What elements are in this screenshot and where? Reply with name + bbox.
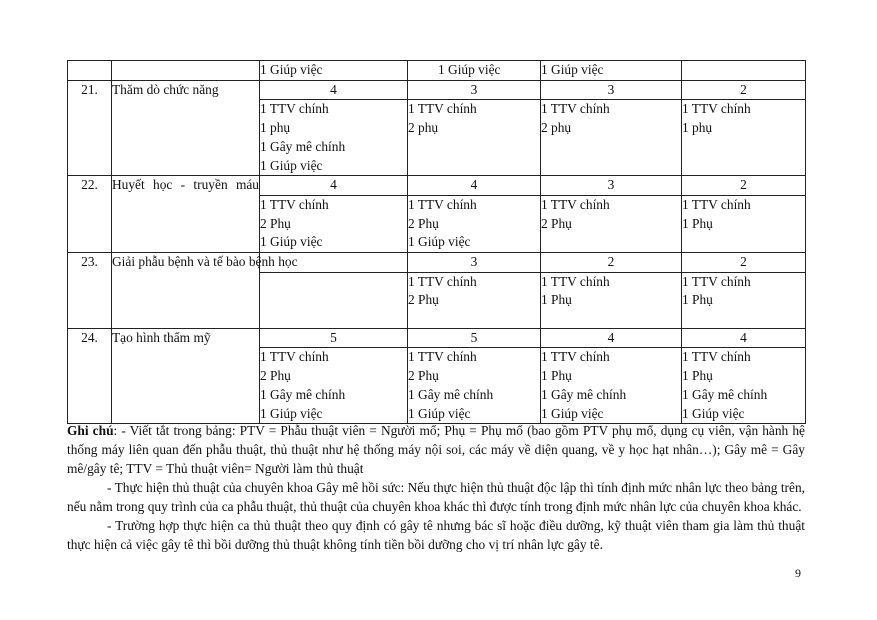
staff-line: 1 TTV chính (541, 101, 610, 117)
staff-line: 2 Phụ (408, 292, 439, 308)
staff-line: 1 Giúp việc (408, 405, 471, 421)
page-number: 9 (795, 566, 801, 580)
staff-cell (408, 348, 541, 424)
level-cell: 3 (541, 80, 682, 100)
staffing-table (67, 60, 806, 424)
staff-line: 2 Phụ (260, 215, 291, 231)
stt-cell: 23. (68, 253, 112, 329)
table-row (68, 176, 806, 196)
staff-line: 1 Phụ (682, 292, 713, 308)
staff-line: 1 TTV chính (541, 273, 610, 289)
level-cell: 4 (682, 328, 806, 348)
staff-line: 1 Giúp việc (682, 405, 745, 421)
level-cell: 2 (541, 253, 682, 273)
staff-line: 1 TTV chính (682, 196, 751, 212)
level-cell: 3 (541, 176, 682, 196)
staff-line: 1 TTV chính (408, 349, 477, 365)
staff-cell: 1 Giúp việc (541, 61, 682, 81)
level-cell: 2 (682, 176, 806, 196)
staff-cell (260, 195, 408, 252)
notes-label: Ghi chú (67, 423, 114, 438)
staff-line: 2 Phụ (541, 215, 572, 231)
staff-line: 1 TTV chính (682, 101, 751, 117)
staff-line: 1 Giúp việc (541, 405, 604, 421)
level-cell: 5 (260, 328, 408, 348)
staff-line: 1 TTV chính (682, 273, 751, 289)
staff-cell (408, 272, 541, 328)
staff-line: 2 phụ (541, 120, 572, 136)
staff-line: 1 phụ (682, 120, 713, 136)
staff-cell (408, 195, 541, 252)
staff-line: 1 TTV chính (260, 101, 329, 117)
staff-line: 1 TTV chính (408, 196, 477, 212)
level-cell: 2 (682, 80, 806, 100)
stt-cell: 21. (68, 80, 112, 176)
staff-line: 1 TTV chính (541, 196, 610, 212)
name-cell (112, 61, 260, 81)
staff-line: 2 Phụ (408, 215, 439, 231)
staff-line: 1 Giúp việc (408, 234, 471, 250)
procedure-name: Thăm dò chức năng (112, 80, 260, 176)
level-cell: 4 (541, 328, 682, 348)
staff-cell (260, 272, 408, 328)
staff-cell (260, 100, 408, 176)
table-row (68, 80, 806, 100)
level-cell: 4 (260, 80, 408, 100)
stt-cell: 22. (68, 176, 112, 253)
staff-line: 1 phụ (260, 120, 291, 136)
table-row (68, 253, 806, 273)
note-text: : - Viết tắt trong bảng: PTV = Phẫu thuật viên = Người mổ; Phụ = Phụ mổ (bao gồm PTV phụ mổ, dụng cụ viên, vận hành hệ thống máy liên quan đến phẫu thuật, thủ thuật như hệ thống máy nội soi, các máy về diện quang, về y học hạt nhân…); Gây mê = Gây mê/gây tê; TTV = Thủ thuật viên= Người làm thủ thuật (67, 423, 805, 476)
procedure-name: Tạo hình thẩm mỹ (112, 328, 260, 424)
stt-cell: 24. (68, 328, 112, 424)
level-cell: 4 (408, 176, 541, 196)
staff-cell (682, 61, 806, 81)
note-paragraph: - Trường hợp thực hiện ca thủ thuật theo quy định có gây tê nhưng bác sĩ hoặc điều dưỡng, kỹ thuật viên tham gia làm thủ thuật thực hiện cả việc gây tê thì bồi dưỡng thủ thuật không tính tiền bồi dưỡng cho vị trí nhân lực gây tê. (67, 518, 805, 552)
level-cell: 3 (408, 253, 541, 273)
staff-cell (682, 272, 806, 328)
staff-cell (408, 100, 541, 176)
staff-cell (682, 195, 806, 252)
table-row (68, 328, 806, 348)
level-cell: 5 (408, 328, 541, 348)
staff-cell (541, 272, 682, 328)
staff-line: 1 Gây mê chính (260, 138, 346, 154)
level-cell: 3 (408, 80, 541, 100)
staff-line: 1 TTV chính (408, 273, 477, 289)
staff-line: 1 TTV chính (260, 196, 329, 212)
staff-line: 2 Phụ (260, 368, 291, 384)
staff-line: 1 Phụ (541, 292, 572, 308)
staff-line: 1 TTV chính (408, 101, 477, 117)
staff-line: 1 Gây mê chính (682, 386, 768, 402)
procedure-name: Giải phẫu bệnh và tế bào bệnh học (112, 253, 260, 329)
level-cell: 2 (682, 253, 806, 273)
staff-line: 1 Gây mê chính (260, 386, 346, 402)
staff-line: 1 Gây mê chính (408, 386, 494, 402)
staff-line: 1 TTV chính (260, 349, 329, 365)
staff-line: 1 Phụ (682, 368, 713, 384)
stt-cell (68, 61, 112, 81)
staff-line: 1 TTV chính (541, 349, 610, 365)
staff-cell (541, 195, 682, 252)
staff-cell (541, 348, 682, 424)
staff-line: 1 Giúp việc (260, 234, 323, 250)
notes-section (67, 421, 805, 554)
staff-line: 1 Giúp việc (260, 405, 323, 421)
note-paragraph: - Thực hiện thủ thuật của chuyên khoa Gây mê hồi sức: Nếu thực hiện thủ thuật độc lập thì tính định mức nhân lực theo bảng trên, nếu nằm trong quy trình của ca phẫu thuật, thủ thuật của chuyên khoa khác thì được tính trong định mức nhân lực của chuyên khoa khác. (67, 480, 805, 514)
staff-cell (541, 100, 682, 176)
staff-cell (682, 348, 806, 424)
staff-line: 1 Phụ (541, 368, 572, 384)
table-row-continuation (68, 61, 806, 81)
staff-cell (682, 100, 806, 176)
staff-line: 1 TTV chính (682, 349, 751, 365)
staff-cell: 1 Giúp việc (408, 61, 541, 81)
procedure-name: Huyết học - truyền máu (112, 176, 260, 253)
staff-line: 1 Phụ (682, 215, 713, 231)
staff-line: 2 Phụ (408, 368, 439, 384)
staff-line: 1 Giúp việc (260, 157, 323, 173)
staff-line: 2 phụ (408, 120, 439, 136)
staff-cell: 1 Giúp việc (260, 61, 408, 81)
staff-cell (260, 348, 408, 424)
level-cell: 4 (260, 176, 408, 196)
staff-line: 1 Gây mê chính (541, 386, 627, 402)
note-paragraph (67, 421, 805, 478)
